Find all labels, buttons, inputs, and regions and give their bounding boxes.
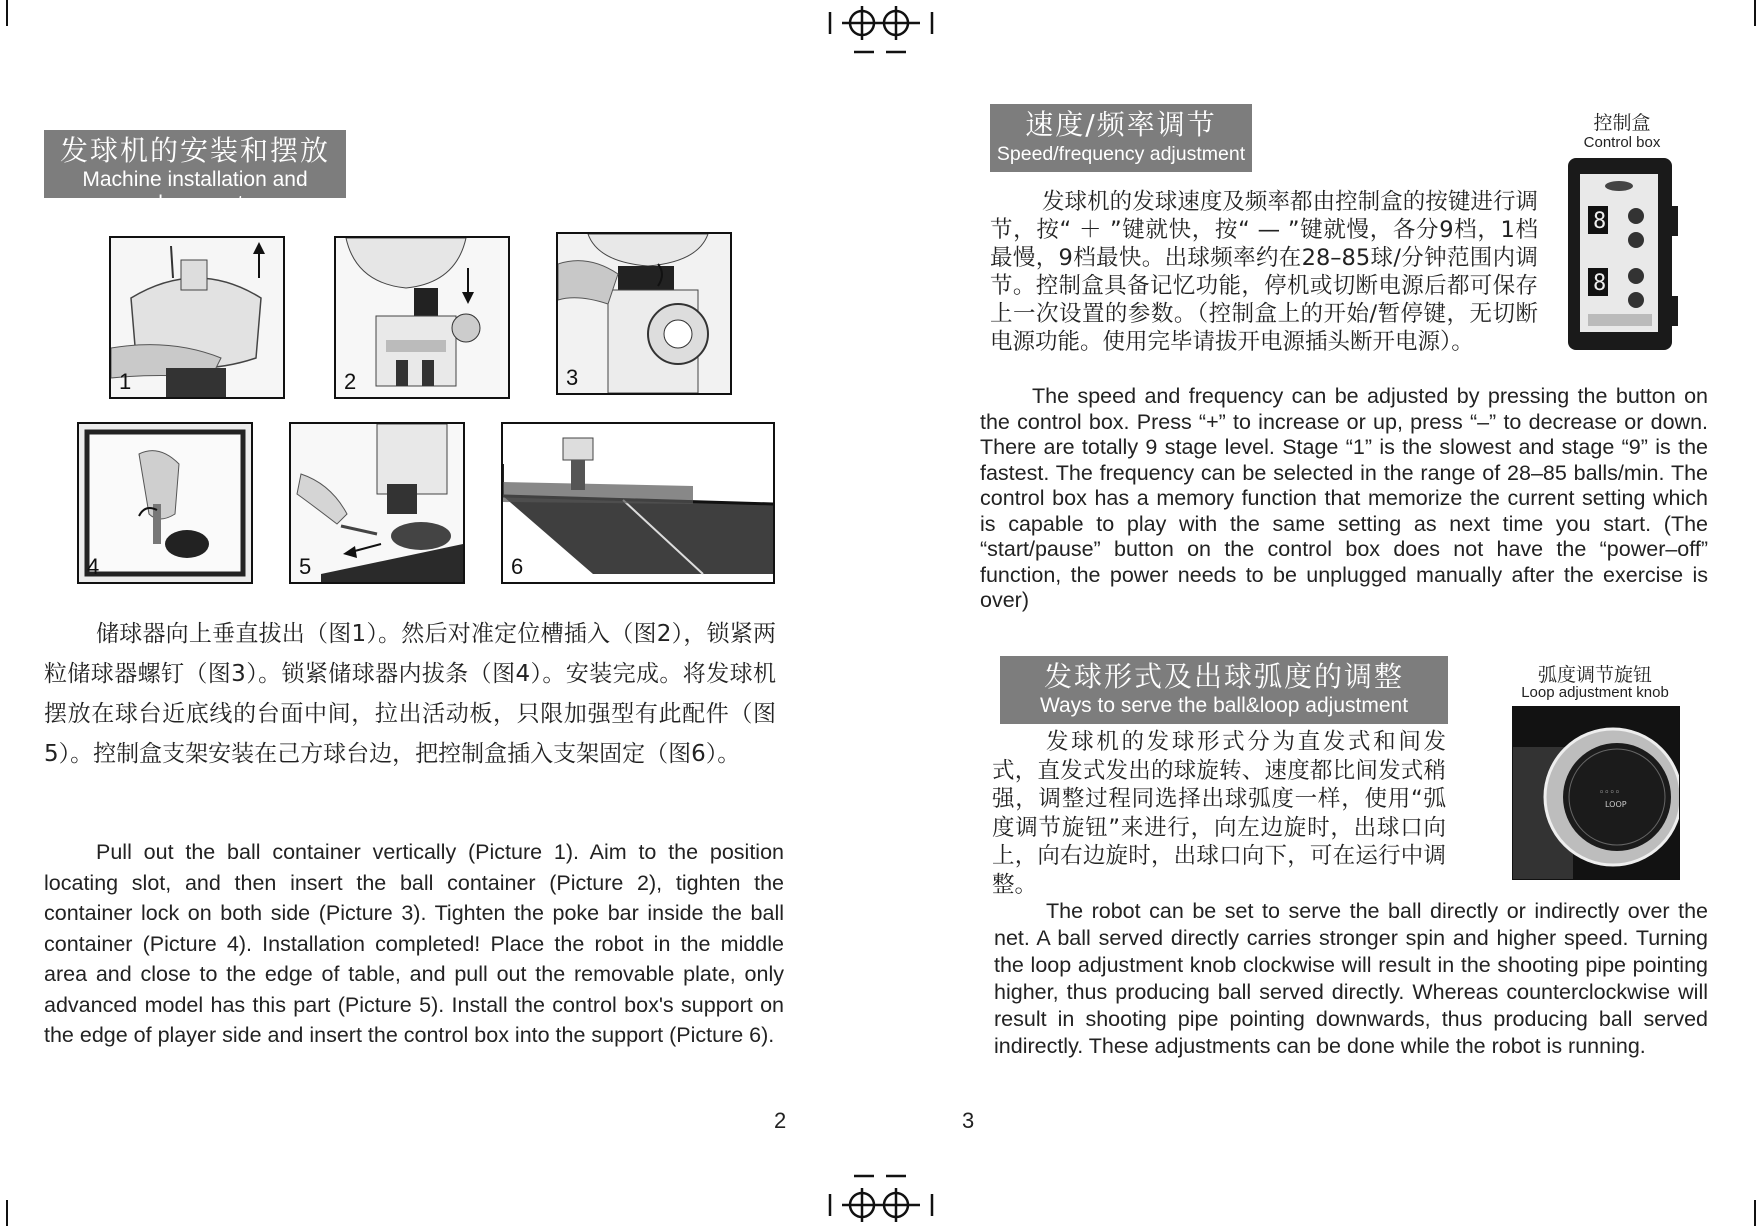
picture-number: 1	[119, 369, 132, 394]
picture-number: 4	[87, 554, 100, 579]
body-text-en: Pull out the ball container vertically (Picture 1). Aim to the position locating slot, and then insert the ball container (Picture 2), tighten the container lock on both side (Picture 3). Tighten the poke bar inside the ball container (Picture 4). Installation completed! Place the robot in the middle area and close to the edge of table, and pull out the removable plate, only advanced model has this part (Picture 5). Install the control box's support on the edge of player side and insert the control box into the support (Picture 6).	[44, 840, 784, 1047]
picture-number: 2	[344, 369, 357, 394]
heading-en: Speed/frequency adjustment	[996, 143, 1246, 165]
heading-en: Machine installation and placement	[82, 168, 308, 215]
speed-body-en: The speed and frequency can be adjusted by pressing the button on the control box. Press “+” to increase or up, press “–” to decrease or down. There are totally 9 stage level. Stage “1” is the slowest and stage “9” is the fastest. The frequency can be selected in the range of 28–85 balls/min. The control box has a memory function that memorize the current setting which is capable to play with the same setting as next time you start. (The “start/pause” button on the control box does not have the “power–off” function, the power needs to be unplugged manually after the exercise is over)	[980, 384, 1708, 612]
crop-mark-top-left	[6, 0, 8, 26]
picture-number: 5	[299, 554, 312, 579]
heading-zh: 速度/频率调节	[1025, 108, 1217, 141]
svg-text:LOOP: LOOP	[1605, 800, 1627, 809]
serve-body-zh: 发球机的发球形式分为直发式和间发式，直发式发出的球旋转、速度都比间发式稍强，调整过程同选择出球弧度一样，使用“弧度调节旋钮”来进行，向左边旋时，出球口向上，向右边旋时，出球口向下，可在运行中调整。	[992, 729, 1446, 898]
svg-text:8: 8	[1593, 271, 1607, 296]
section-heading-serve-loop	[1000, 656, 1448, 724]
svg-text:◦◦◦◦: ◦◦◦◦	[1599, 788, 1621, 798]
crop-mark-bottom-right	[1754, 1200, 1756, 1226]
loop-knob-picture	[1512, 706, 1680, 880]
section-heading-installation	[44, 130, 346, 215]
installation-picture-5	[289, 422, 465, 584]
heading-zh: 发球形式及出球弧度的调整	[1043, 660, 1404, 693]
speed-body-zh: 发球机的发球速度及频率都由控制盒的按键进行调节，按“ ＋ ”键就快，按“ — ”键就慢，各分9档，1档最慢，9档最快。出球频率约在28–85球/分钟范围内调节。控制盒具备记忆功能，停机或切断电源后都可保存上一次设置的参数。（控制盒上的开始/暂停键，无切断电源功能。使用完毕请拔开电源插头断开电源）。	[990, 189, 1538, 355]
heading-en: Ways to serve the ball&loop adjustment	[1039, 694, 1409, 717]
picture-number: 3	[566, 365, 579, 390]
control-box-caption-zh: 控制盒	[1593, 112, 1651, 134]
page-number: 3	[962, 1108, 975, 1133]
installation-picture-2	[334, 236, 510, 399]
picture-number: 6	[511, 554, 524, 579]
registration-mark-icon	[826, 1172, 936, 1228]
body-text-zh: 储球器向上垂直拔出（图1）。然后对准定位槽插入（图2），锁紧两粒储球器螺钉（图3）。锁紧储球器内拔条（图4）。安装完成。将发球机摆放在球台近底线的台面中间，拉出活动板，只限加强型有此配件（图5）。控制盒支架安装在己方球台边，把控制盒插入支架固定（图6）。	[44, 621, 776, 767]
registration-mark-icon	[826, 4, 936, 58]
svg-text:8: 8	[1593, 209, 1607, 234]
control-box-caption-en: Control box	[1583, 134, 1661, 151]
installation-picture-3	[556, 232, 732, 395]
crop-mark-bottom-left	[6, 1200, 8, 1226]
installation-picture-6	[501, 422, 775, 584]
heading-zh: 发球机的安装和摆放	[59, 134, 330, 167]
installation-picture-4	[77, 422, 253, 584]
loop-knob-caption-zh: 弧度调节旋钮	[1537, 664, 1652, 686]
page-number: 2	[774, 1108, 787, 1133]
loop-knob-caption-en: Loop adjustment knob	[1521, 684, 1669, 701]
crop-mark-top-right	[1754, 0, 1756, 26]
section-heading-speed	[990, 104, 1252, 172]
control-box-picture	[1566, 156, 1678, 352]
installation-picture-1	[109, 236, 285, 399]
serve-body-en: The robot can be set to serve the ball directly or indirectly over the net. A ball served directly carries stronger spin and higher speed. Turning the loop adjustment knob clockwise will result in the shooting pipe pointing higher, thus producing ball served directly. Whereas counterclockwise will result in shooting pipe pointing downwards, thus producing ball served indirectly. These adjustments can be done while the robot is running.	[994, 899, 1708, 1058]
